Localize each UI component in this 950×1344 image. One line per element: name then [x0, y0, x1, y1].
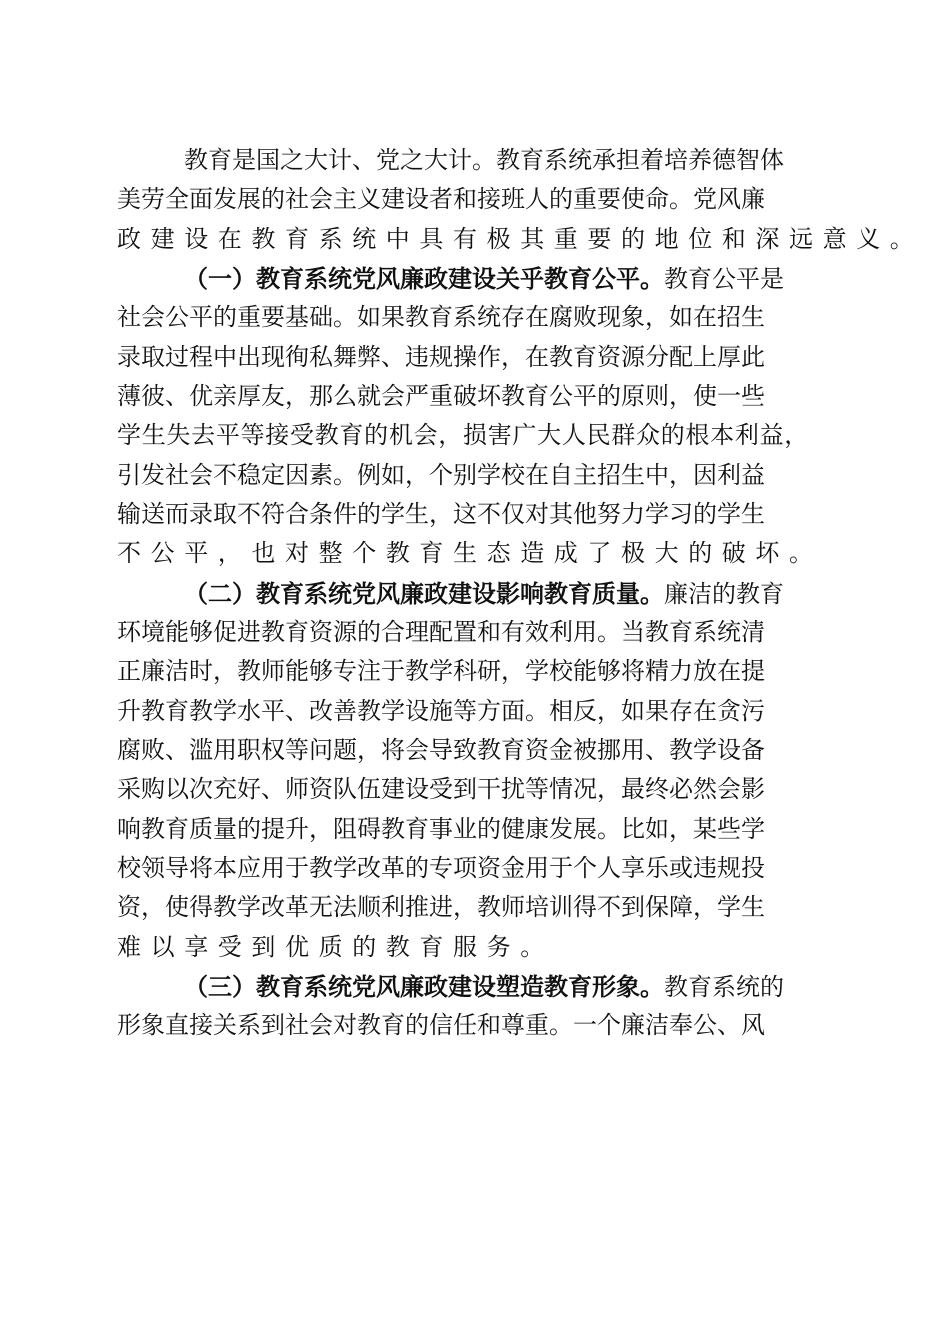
paragraph-section-3	[117, 967, 823, 1046]
line-text: 环境能够促进教育资源的合理配置和有效利用。当教育系统清	[117, 617, 765, 646]
text-line	[117, 534, 823, 573]
text-line	[117, 810, 823, 849]
text-line	[117, 652, 823, 691]
line-text: 资，使得教学改革无法顺利推进，教师培训得不到保障，学生	[117, 893, 765, 922]
line-text: 引发社会不稳定因素。例如，个别学校在自主招生中，因利益	[117, 460, 765, 489]
text-line	[117, 220, 924, 259]
text-line	[117, 141, 823, 180]
text-line	[117, 180, 823, 219]
paragraph-section-2	[117, 574, 823, 967]
text-line	[117, 298, 823, 337]
line-text: 难以享受到优质的教育服务。	[117, 932, 554, 961]
text-line	[117, 888, 823, 927]
section-heading: （三）教育系统党风廉政建设塑造教育形象。	[184, 971, 664, 1001]
line-text: 不公平，也对整个教育生态造成了极大的破坏。	[117, 539, 823, 568]
text-line	[117, 967, 823, 1006]
text-line	[117, 574, 823, 613]
line-text: 社会公平的重要基础。如果教育系统存在腐败现象，如在招生	[117, 303, 765, 332]
text-line	[117, 731, 823, 770]
line-text: 升教育教学水平、改善教学设施等方面。相反，如果存在贪污	[117, 696, 765, 725]
text-line	[117, 377, 823, 416]
line-text: 教育是国之大计、党之大计。教育系统承担着培养德智体	[184, 146, 784, 174]
line-text: 教育公平是	[664, 264, 784, 293]
line-text: 美劳全面发展的社会主义建设者和接班人的重要使命。党风廉	[117, 185, 765, 214]
text-line	[117, 770, 823, 809]
text-line	[117, 849, 823, 888]
line-text: 政建设在教育系统中具有极其重要的地位和深远意义。	[117, 224, 924, 253]
text-line	[117, 1006, 823, 1045]
line-text: 正廉洁时，教师能够专注于教学科研，学校能够将精力放在提	[117, 657, 765, 686]
paragraph-section-1	[117, 259, 823, 574]
section-heading: （二）教育系统党风廉政建设影响教育质量。	[184, 578, 664, 608]
text-line	[117, 613, 823, 652]
line-text: 输送而录取不符合条件的学生，这不仅对其他努力学习的学生	[117, 499, 765, 528]
text-line	[117, 338, 823, 377]
section-heading: （一）教育系统党风廉政建设关乎教育公平。	[184, 263, 664, 293]
line-text: 录取过程中出现徇私舞弊、违规操作，在教育资源分配上厚此	[117, 342, 765, 371]
text-line	[117, 259, 823, 298]
text-line	[117, 495, 823, 534]
text-line	[117, 692, 823, 731]
document-body	[117, 141, 924, 1046]
text-line	[117, 456, 823, 495]
line-text: 形象直接关系到社会对教育的信任和尊重。一个廉洁奉公、风	[117, 1011, 765, 1040]
line-text: 响教育质量的提升，阻碍教育事业的健康发展。比如，某些学	[117, 814, 765, 843]
paragraph-intro	[117, 141, 924, 259]
line-text: 学生失去平等接受教育的机会，损害广大人民群众的根本利益，	[117, 421, 809, 450]
text-line	[117, 416, 837, 455]
line-text: 廉洁的教育	[664, 579, 784, 608]
line-text: 薄彼、优亲厚友，那么就会严重破坏教育公平的原则，使一些	[117, 381, 765, 410]
line-text: 教育系统的	[664, 972, 784, 1001]
text-line	[117, 928, 823, 967]
line-text: 采购以次充好、师资队伍建设受到干扰等情况，最终必然会影	[117, 775, 765, 804]
line-text: 腐败、滥用职权等问题，将会导致教育资金被挪用、教学设备	[117, 735, 765, 764]
line-text: 校领导将本应用于教学改革的专项资金用于个人享乐或违规投	[117, 853, 765, 882]
